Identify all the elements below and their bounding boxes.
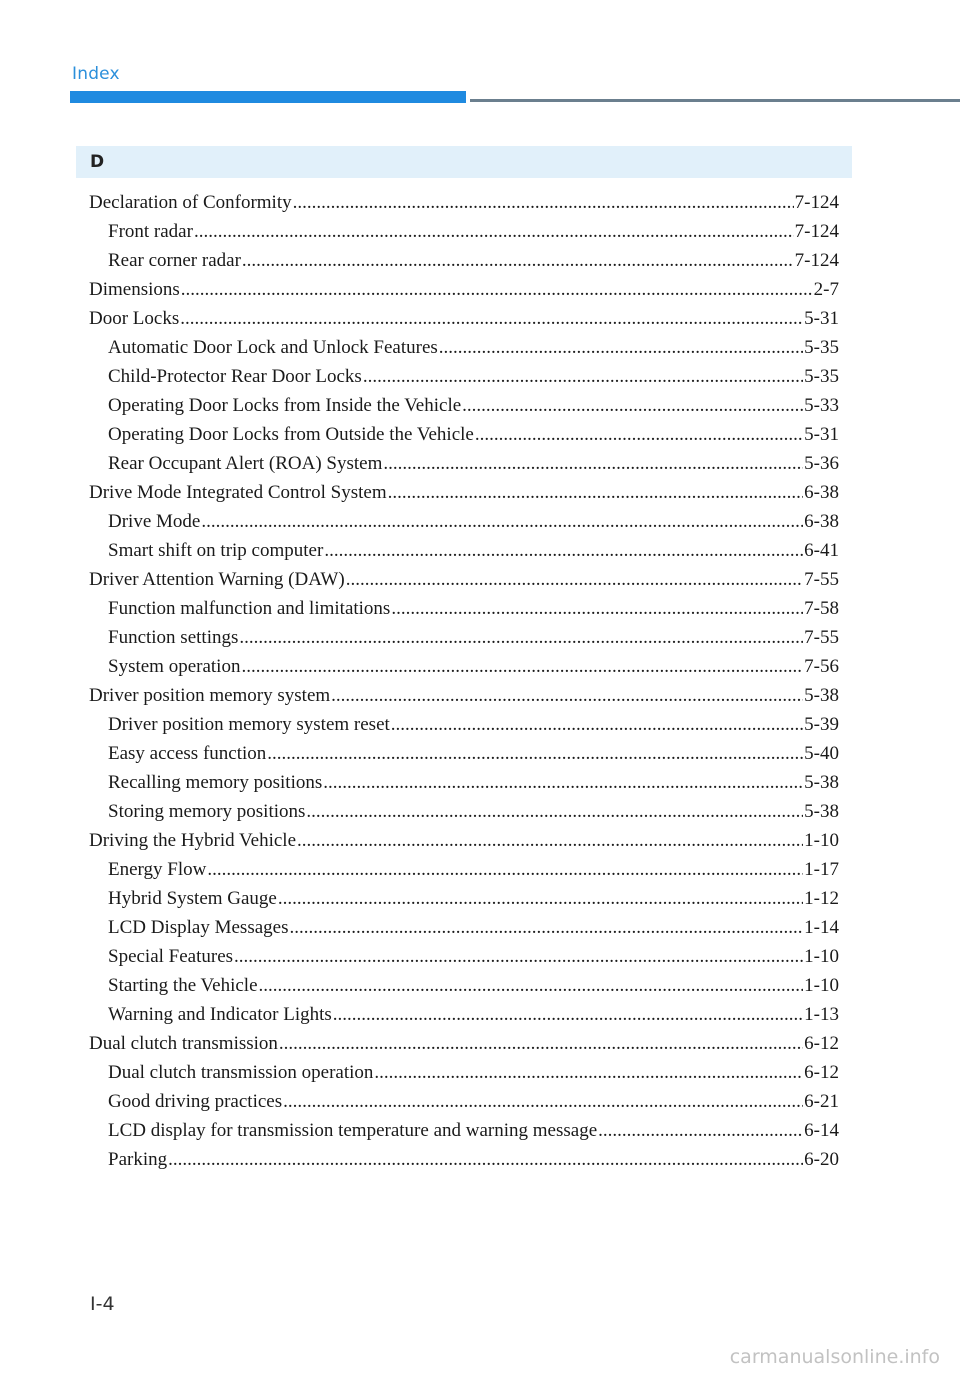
page-header-title: Index	[72, 64, 120, 84]
dot-leader	[180, 308, 803, 330]
index-entry[interactable]	[89, 192, 839, 221]
entry-page-ref: 6-12	[804, 1062, 839, 1083]
dot-leader	[234, 946, 803, 968]
entry-label: Driving the Hybrid Vehicle	[89, 830, 297, 851]
dot-leader	[391, 598, 803, 620]
entry-label: Rear corner radar	[108, 250, 241, 271]
entry-label: Recalling memory positions	[108, 772, 323, 793]
index-subentry[interactable]	[89, 221, 839, 250]
index-subentry[interactable]	[89, 975, 839, 1004]
entry-page-ref: 7-124	[794, 221, 839, 242]
entry-label: Dual clutch transmission	[89, 1033, 278, 1054]
index-subentry[interactable]	[89, 511, 839, 540]
dot-leader	[324, 540, 803, 562]
index-subentry[interactable]	[89, 888, 839, 917]
index-subentry[interactable]	[89, 801, 839, 830]
dot-leader	[279, 1033, 803, 1055]
entry-label: Dual clutch transmission operation	[108, 1062, 374, 1083]
entry-page-ref: 5-31	[804, 308, 839, 329]
page-number: I-4	[90, 1293, 115, 1315]
index-subentry[interactable]	[89, 1149, 839, 1178]
dot-leader	[278, 888, 803, 910]
dot-leader	[194, 221, 794, 243]
dot-leader	[168, 1149, 803, 1171]
dot-leader	[306, 801, 803, 823]
entry-page-ref: 5-40	[804, 743, 839, 764]
dot-leader	[207, 859, 803, 881]
dot-leader	[259, 975, 804, 997]
entry-page-ref: 1-12	[804, 888, 839, 909]
entry-label: LCD display for transmission temperature and warning message	[108, 1120, 598, 1141]
entry-label: Child-Protector Rear Door Locks	[108, 366, 362, 387]
entry-page-ref: 1-17	[804, 859, 839, 880]
entry-label: Warning and Indicator Lights	[108, 1004, 332, 1025]
index-entry[interactable]	[89, 569, 839, 598]
dot-leader	[439, 337, 803, 359]
entry-label: Dimensions	[89, 279, 180, 300]
dot-leader	[598, 1120, 803, 1142]
index-subentry[interactable]	[89, 395, 839, 424]
dot-leader	[323, 772, 803, 794]
dot-leader	[241, 656, 803, 678]
entry-page-ref: 7-55	[804, 569, 839, 590]
entry-page-ref: 1-10	[804, 975, 839, 996]
entry-page-ref: 6-12	[804, 1033, 839, 1054]
index-subentry[interactable]	[89, 1091, 839, 1120]
header-accent-rule	[70, 91, 466, 103]
entry-label: Drive Mode	[108, 511, 201, 532]
entry-page-ref: 1-14	[804, 917, 839, 938]
index-subentry[interactable]	[89, 598, 839, 627]
index-entry[interactable]	[89, 1033, 839, 1062]
entry-label: Drive Mode Integrated Control System	[89, 482, 387, 503]
entry-page-ref: 6-21	[804, 1091, 839, 1112]
entry-label: Declaration of Conformity	[89, 192, 292, 213]
entry-page-ref: 7-124	[794, 250, 839, 271]
index-subentry[interactable]	[89, 627, 839, 656]
index-subentry[interactable]	[89, 1120, 839, 1149]
index-subentry[interactable]	[89, 453, 839, 482]
entry-label: Good driving practices	[108, 1091, 283, 1112]
entry-page-ref: 7-124	[794, 192, 839, 213]
section-letter: D	[90, 152, 105, 172]
entry-page-ref: 5-35	[804, 337, 839, 358]
entry-page-ref: 1-13	[804, 1004, 839, 1025]
entry-label: LCD Display Messages	[108, 917, 289, 938]
dot-leader	[239, 627, 803, 649]
entry-page-ref: 6-41	[804, 540, 839, 561]
dot-leader	[293, 192, 794, 214]
index-subentry[interactable]	[89, 250, 839, 279]
entry-label: Driver position memory system	[89, 685, 331, 706]
entry-label: Smart shift on trip computer	[108, 540, 324, 561]
entry-label: Hybrid System Gauge	[108, 888, 277, 909]
entry-label: Operating Door Locks from Outside the Vehicle	[108, 424, 474, 445]
entry-label: Driver position memory system reset	[108, 714, 390, 735]
index-subentry[interactable]	[89, 946, 839, 975]
entry-label: Door Locks	[89, 308, 180, 329]
dot-leader	[297, 830, 803, 852]
index-subentry[interactable]	[89, 656, 839, 685]
index-subentry[interactable]	[89, 540, 839, 569]
entry-label: Automatic Door Lock and Unlock Features	[108, 337, 438, 358]
entry-label: System operation	[108, 656, 241, 677]
index-entry-list	[89, 192, 839, 1178]
dot-leader	[181, 279, 813, 301]
dot-leader	[242, 250, 794, 272]
entry-page-ref: 6-38	[804, 511, 839, 532]
entry-page-ref: 6-20	[804, 1149, 839, 1170]
entry-page-ref: 5-33	[804, 395, 839, 416]
dot-leader	[363, 366, 803, 388]
entry-label: Special Features	[108, 946, 234, 967]
index-subentry[interactable]	[89, 337, 839, 366]
index-entry[interactable]	[89, 482, 839, 511]
index-entry[interactable]	[89, 685, 839, 714]
index-subentry[interactable]	[89, 714, 839, 743]
dot-leader	[374, 1062, 803, 1084]
header-divider-rule	[470, 99, 960, 102]
entry-page-ref: 2-7	[813, 279, 839, 300]
dot-leader	[391, 714, 803, 736]
entry-page-ref: 7-58	[804, 598, 839, 619]
entry-page-ref: 5-36	[804, 453, 839, 474]
entry-label: Function settings	[108, 627, 239, 648]
index-subentry[interactable]	[89, 1004, 839, 1033]
entry-page-ref: 5-35	[804, 366, 839, 387]
dot-leader	[267, 743, 803, 765]
dot-leader	[283, 1091, 803, 1113]
dot-leader	[462, 395, 803, 417]
entry-label: Function malfunction and limitations	[108, 598, 391, 619]
entry-page-ref: 5-31	[804, 424, 839, 445]
entry-label: Front radar	[108, 221, 193, 242]
index-subentry[interactable]	[89, 917, 839, 946]
index-subentry[interactable]	[89, 1062, 839, 1091]
dot-leader	[201, 511, 803, 533]
entry-page-ref: 5-38	[804, 685, 839, 706]
dot-leader	[331, 685, 803, 707]
entry-label: Parking	[108, 1149, 168, 1170]
entry-page-ref: 5-38	[804, 801, 839, 822]
dot-leader	[289, 917, 803, 939]
entry-page-ref: 1-10	[804, 946, 839, 967]
index-entry[interactable]	[89, 279, 839, 308]
entry-page-ref: 7-55	[804, 627, 839, 648]
dot-leader	[346, 569, 803, 591]
entry-label: Rear Occupant Alert (ROA) System	[108, 453, 383, 474]
entry-label: Easy access function	[108, 743, 267, 764]
index-subentry[interactable]	[89, 366, 839, 395]
entry-label: Driver Attention Warning (DAW)	[89, 569, 345, 590]
dot-leader	[333, 1004, 803, 1026]
entry-page-ref: 1-10	[804, 830, 839, 851]
dot-leader	[475, 424, 803, 446]
entry-label: Starting the Vehicle	[108, 975, 258, 996]
entry-label: Storing memory positions	[108, 801, 306, 822]
index-subentry[interactable]	[89, 424, 839, 453]
site-watermark: carmanualsonline.info	[729, 1346, 940, 1368]
index-subentry[interactable]	[89, 859, 839, 888]
entry-label: Operating Door Locks from Inside the Vehicle	[108, 395, 462, 416]
index-entry[interactable]	[89, 830, 839, 859]
dot-leader	[383, 453, 803, 475]
entry-page-ref: 7-56	[804, 656, 839, 677]
section-header	[76, 146, 852, 178]
index-subentry[interactable]	[89, 743, 839, 772]
entry-page-ref: 5-39	[804, 714, 839, 735]
index-subentry[interactable]	[89, 772, 839, 801]
index-entry[interactable]	[89, 308, 839, 337]
dot-leader	[388, 482, 804, 504]
entry-page-ref: 6-14	[804, 1120, 839, 1141]
entry-page-ref: 5-38	[804, 772, 839, 793]
entry-label: Energy Flow	[108, 859, 207, 880]
entry-page-ref: 6-38	[804, 482, 839, 503]
